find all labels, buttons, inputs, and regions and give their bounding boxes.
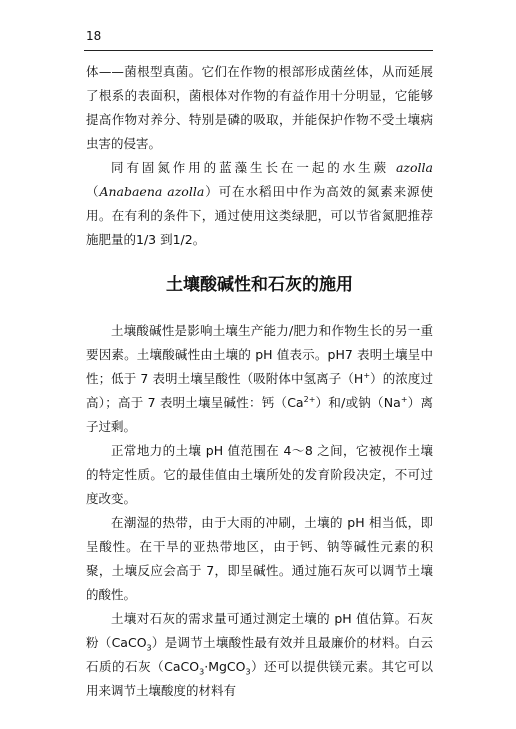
azolla-text-2: ）可在水稻田中作为高效的氮素来源使用。在有利的条件下，通过使用这类绿肥，可以节省氮肥推荐施肥量的1/3 到1/2。 <box>86 184 433 247</box>
azolla-text-1: 同有固氮作用的蓝藻生长在一起的水生蕨 <box>111 160 396 175</box>
soil-ph-text-3: ）和/或钠（Na <box>315 395 401 410</box>
soil-ph-text-4: ）离子过剩。 <box>86 395 433 434</box>
paragraph-azolla <box>86 156 433 252</box>
paragraph-mycorrhiza: 体——菌根型真菌。它们在作物的根部形成菌丝体，从而延展了根系的表面积，菌根体对作物的有益作用十分明显，它能够提高作物对养分、特别是磷的吸取，并能保护作物不受土壤病虫害的侵害。 <box>86 64 433 151</box>
section-title: 土壤酸碱性和石灰的施用 <box>166 275 353 295</box>
paragraph-lime <box>86 607 433 703</box>
azolla-paren-open: （ <box>86 184 100 199</box>
soil-ph-text-1: 土壤酸碱性是影响土壤生产能力/肥力和作物生长的另一重要因素。土壤酸碱性由土壤的 pH 值表示。pH7 表明土壤呈中性；低于 7 表明土壤呈酸性（吸附体中氢离子（H <box>86 323 433 386</box>
paragraph-soil-ph <box>86 319 433 439</box>
anabaena-term: Anabaena azolla <box>99 184 205 199</box>
sodium-charge: + <box>400 394 408 404</box>
hydrogen-charge: + <box>363 370 371 380</box>
carbonate-subscript-3: 3 <box>245 667 251 677</box>
paragraph-ph-range: 正常地力的土壤 pH 值范围在 4～8 之间，它被视作土壤的特定性质。它的最佳值由土壤所处的发育阶段决定，不可过度改变。 <box>86 443 433 506</box>
carbonate-subscript-1: 3 <box>146 643 152 653</box>
page-number: 18 <box>86 29 102 43</box>
azolla-term: azolla <box>395 160 433 175</box>
lime-text-1: 土壤对石灰的需求量可通过测定土壤的 pH 值估算。石灰粉（CaCO <box>86 611 433 650</box>
lime-text-2: ）是调节土壤酸性最有效并且最廉价的材料。白云石质的石灰（CaCO <box>86 635 433 674</box>
paragraph-climate: 在潮湿的热带，由于大雨的冲刷，土壤的 pH 相当低，即呈酸性。在干旱的亚热带地区，由于钙、钠等碱性元素的积聚，土壤反应会高于 7，即呈碱性。通过施石灰可以调节土壤的酸性。 <box>86 515 433 602</box>
carbonate-subscript-2: 3 <box>199 667 205 677</box>
header-rule <box>84 50 433 51</box>
lime-text-3: ·MgCO <box>204 659 246 674</box>
lime-text-4: ）还可以提供镁元素。其它可以用来调节土壤酸度的材料有 <box>86 659 433 698</box>
calcium-charge: 2+ <box>303 394 316 404</box>
soil-ph-text-2: ）的浓度过高）；高于 7 表明土壤呈碱性：钙（Ca <box>86 371 433 410</box>
page-content <box>86 60 433 703</box>
